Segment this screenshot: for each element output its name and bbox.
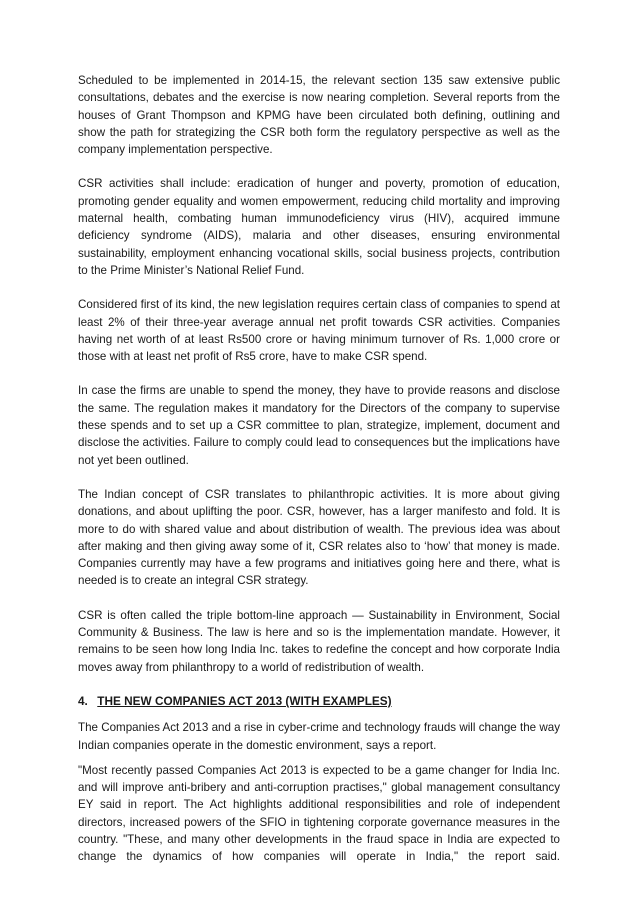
paragraph-csr-triple-bottom-line: CSR is often called the triple bottom-line approach — Sustainability in Environment, Social Community & Business. The law is here and so is the implementation mandate. However, it remains to be seen how long India Inc. takes to redefine the concept and how corporate India moves away from philanthropy to a world of redistribution of wealth. bbox=[78, 608, 560, 674]
section-number: 4. bbox=[78, 693, 88, 708]
document-page bbox=[78, 72, 560, 883]
section-heading bbox=[78, 693, 560, 710]
paragraph-csr-activities: CSR activities shall include: eradication of hunger and poverty, promotion of education, promoting gender equality and women empowerment, reducing child mortality and improving maternal health, combating human immunodeficiency virus (HIV), acquired immune deficiency syndrome (AIDS), malaria and other diseases, ensuring environmental sustainability, employment enhancing vocational skills, social business projects, contribution to the Prime Minister’s National Relief Fund. bbox=[78, 177, 560, 277]
paragraph-csr-indian-concept: The Indian concept of CSR translates to philanthropic activities. It is more about giving donations, and about uplifting the poor. CSR, however, has a larger manifesto and fold. It is more to do with shared value and about distribution of wealth. The previous idea was about after making and then giving away some of it, CSR relates also to ‘how’ that money is made. Companies currently may have a few programs and initiatives going here and there, what is needed is to create an integral CSR strategy. bbox=[78, 487, 560, 588]
section-title: THE NEW COMPANIES ACT 2013 (WITH EXAMPLES) bbox=[97, 693, 392, 708]
paragraph-csr-legislation: Considered first of its kind, the new legislation requires certain class of companies to spend at least 2% of their three-year average annual net profit towards CSR activities. Companies having net worth of at least Rs500 crore or having minimum turnover of Rs. 1,000 crore or those with at least net profit of Rs5 crore, have to make CSR spend. bbox=[78, 298, 560, 364]
paragraph-csr-disclosure: In case the firms are unable to spend the money, they have to provide reasons and disclose the same. The regulation makes it mandatory for the Directors of the company to supervise these spends and to set up a CSR committee to plan, strategize, implement, document and disclose the activities. Failure to comply could lead to consequences but the implications have not yet been outlined. bbox=[78, 384, 560, 467]
paragraph-companies-act-intro: The Companies Act 2013 and a rise in cyber-crime and technology frauds will change the way Indian companies operate in the domestic environment, says a report. bbox=[78, 721, 560, 752]
paragraph-companies-act-ey-quote: "Most recently passed Companies Act 2013 is expected to be a game changer for India Inc. and will improve anti-bribery and anti-corruption practises," global management consultancy EY said in report. The Act highlights additional responsibilities and role of independent directors, increased powers of the SFIO in tightening corporate governance measures in the country. "These, and many other developments in the fraud space in India are expected to change the dynamics of how companies will operate in India," the report said. bbox=[78, 763, 560, 864]
paragraph-csr-schedule: Scheduled to be implemented in 2014-15, the relevant section 135 saw extensive public consultations, debates and the exercise is now nearing completion. Several reports from the houses of Grant Thompson and KPMG have been circulated both defining, outlining and show the path for strategizing the CSR both form the regulatory perspective as well as the company implementation perspective. bbox=[78, 74, 560, 157]
